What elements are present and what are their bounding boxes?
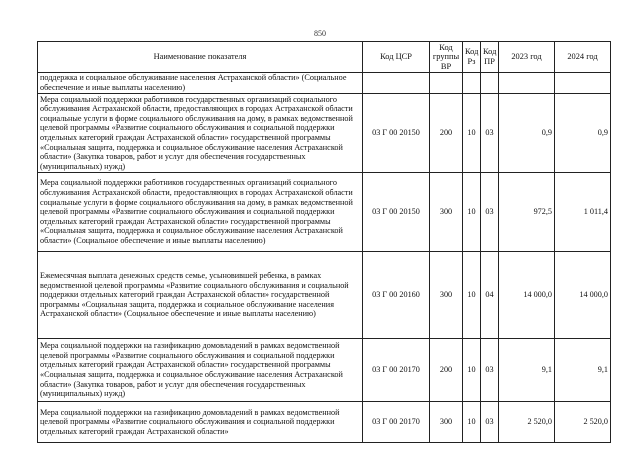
row-name: Ежемесячная выплата денежных средств семье, усыновившей ребенка, в рамках ведомственной целевой программы «Развитие социального обслуживания и социальной поддержки отдельных категорий граждан Астраханской области» государственной программы «Социальная защита, поддержка и социальное обслуживание населения Астраханской области» (Социальное обеспечение и иные выплаты населению) (38, 252, 363, 339)
row-pr: 03 (481, 339, 499, 402)
row-csr: 03 Г 00 20170 (363, 339, 430, 402)
row-rz: 10 (463, 339, 481, 402)
row-vr (430, 73, 463, 94)
row-csr: 03 Г 00 20150 (363, 173, 430, 252)
row-vr: 300 (430, 173, 463, 252)
budget-table (37, 41, 611, 443)
header-2023: 2023 год (499, 42, 555, 73)
row-csr: 03 Г 00 20160 (363, 252, 430, 339)
row-pr (481, 73, 499, 94)
table-row (38, 73, 611, 94)
row-name: Мера социальной поддержки на газификацию домовладений в рамках ведомственной целевой программы «Развитие социального обслуживания и социальной поддержки отдельных категорий граждан Астраханской области» (38, 402, 363, 443)
row-pr: 03 (481, 94, 499, 173)
row-csr: 03 Г 00 20150 (363, 94, 430, 173)
row-name: поддержка и социальное обслуживание населения Астраханской области» (Социальное обеспечение и иные выплаты населению) (38, 73, 363, 94)
row-vr: 300 (430, 402, 463, 443)
row-rz (463, 73, 481, 94)
row-pr: 03 (481, 173, 499, 252)
row-rz: 10 (463, 252, 481, 339)
header-pr: Код ПР (481, 42, 499, 73)
row-vr: 200 (430, 339, 463, 402)
row-pr: 03 (481, 402, 499, 443)
row-2024 (555, 73, 611, 94)
row-2023: 0,9 (499, 94, 555, 173)
header-vr: Код группы ВР (430, 42, 463, 73)
row-2023: 14 000,0 (499, 252, 555, 339)
header-name: Наименование показателя (38, 42, 363, 73)
row-name: Мера социальной поддержки на газификацию домовладений в рамках ведомственной целевой программы «Развитие социального обслуживания и социальной поддержки отдельных категорий граждан Астраханской области» государственной программы «Социальная защита, поддержка и социальное обслуживание населения Астраханской области» (Закупка товаров, работ и услуг для обеспечения государственных (муниципальных) нужд) (38, 339, 363, 402)
row-rz: 10 (463, 94, 481, 173)
header-rz: Код Рз (463, 42, 481, 73)
row-2024: 0,9 (555, 94, 611, 173)
table-header (38, 42, 611, 73)
table-row (38, 339, 611, 402)
row-name: Мера социальной поддержки работников государственных организаций социального обслуживания Астраханской области, предоставляющих в городах Астраханской области социальные услуги в форме социального обслуживания на дому, в рамках ведомственной целевой программы «Развитие социального обслуживания и социальной поддержки отдельных категорий граждан Астраханской области» государственной программы «Социальная защита, поддержка и социальное обслуживание населения Астраханской области» (Закупка товаров, работ и услуг для обеспечения государственных (муниципальных) нужд) (38, 94, 363, 173)
row-vr: 200 (430, 94, 463, 173)
row-2024: 1 011,4 (555, 173, 611, 252)
row-2023: 972,5 (499, 173, 555, 252)
row-rz: 10 (463, 173, 481, 252)
row-2023: 9,1 (499, 339, 555, 402)
table-row (38, 402, 611, 443)
table-row (38, 94, 611, 173)
row-pr: 04 (481, 252, 499, 339)
row-rz: 10 (463, 402, 481, 443)
table-row (38, 173, 611, 252)
table-row (38, 252, 611, 339)
row-2023: 2 520,0 (499, 402, 555, 443)
row-vr: 300 (430, 252, 463, 339)
row-name: Мера социальной поддержки работников государственных организаций социального обслуживания Астраханской области, предоставляющих в городах Астраханской области социальные услуги в форме социального обслуживания на дому, в рамках ведомственной целевой программы «Развитие социального обслуживания и социальной поддержки отдельных категорий граждан Астраханской области» государственной программы «Социальная защита, поддержка и социальное обслуживание населения Астраханской области» (Социальное обеспечение и иные выплаты населению) (38, 173, 363, 252)
page-number: 850 (314, 29, 326, 38)
row-2024: 14 000,0 (555, 252, 611, 339)
header-csr: Код ЦСР (363, 42, 430, 73)
row-csr (363, 73, 430, 94)
row-csr: 03 Г 00 20170 (363, 402, 430, 443)
row-2024: 2 520,0 (555, 402, 611, 443)
row-2024: 9,1 (555, 339, 611, 402)
header-2024: 2024 год (555, 42, 611, 73)
row-2023 (499, 73, 555, 94)
